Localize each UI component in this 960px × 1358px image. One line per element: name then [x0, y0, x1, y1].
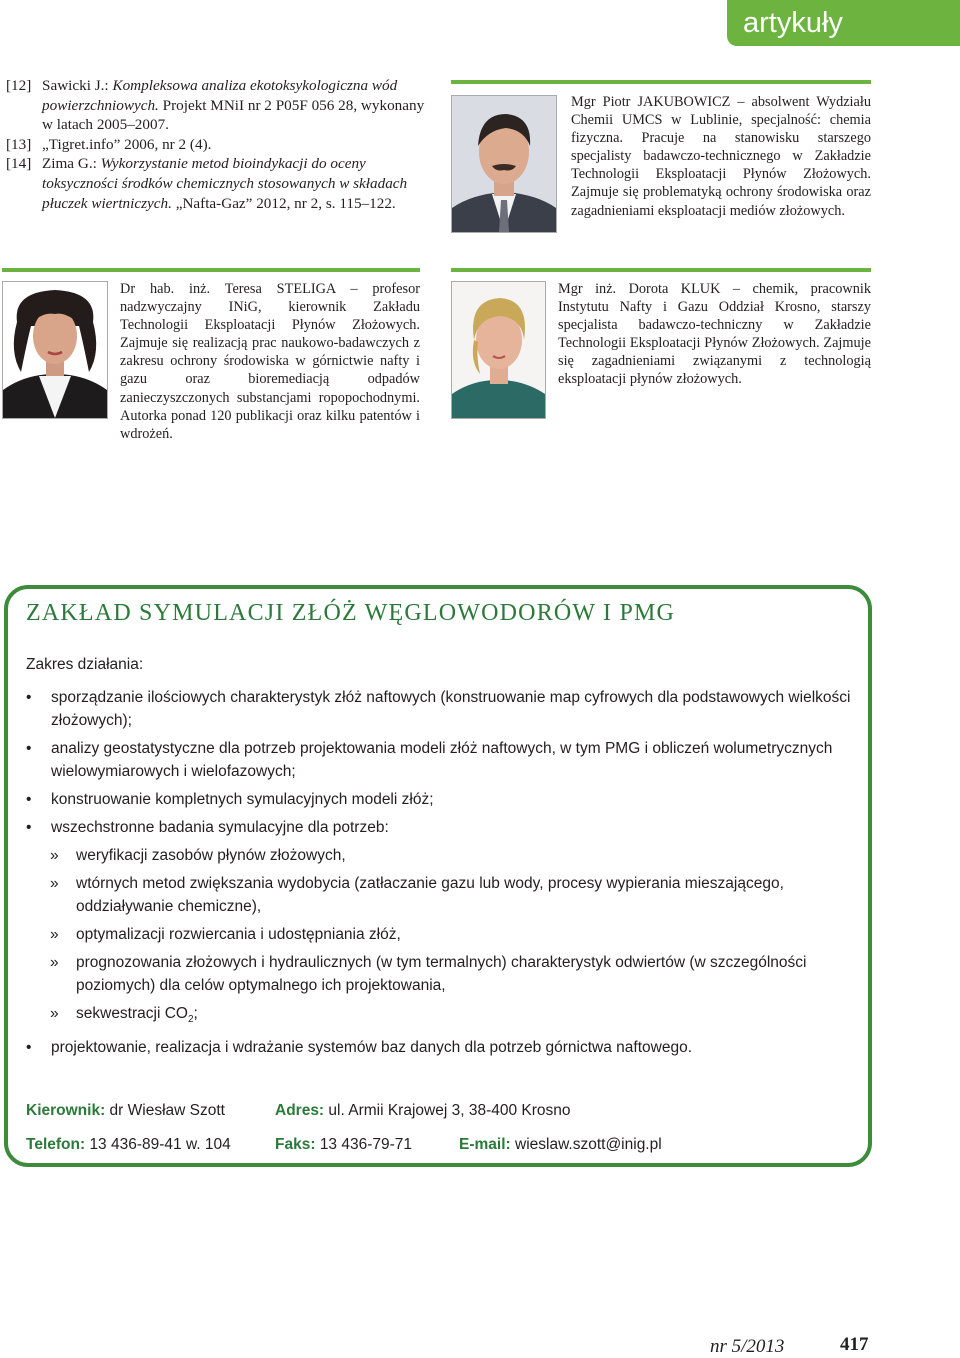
- bio-divider: [2, 268, 420, 272]
- reference-details: „Nafta-Gaz” 2012, nr 2, s. 115–122.: [175, 194, 396, 212]
- portrait-woman-icon: [3, 282, 107, 418]
- sub-list-item: » weryfikacji zasobów płynów złożowych,: [26, 844, 856, 867]
- bio-steliga: Dr hab. inż. Teresa STELIGA – profesor nadzwyczajny INiG, kierownik Zakładu Technologii Eksploatacji Płynów Złożowych. Zajmuje się realizacją prac naukowo-badawczych z zakresu ochrony środowiska w górnictwie nafty i gazu oraz bioremediacją odpadów zanieczyszczonych substancjami ropopochodnymi. Autorka ponad 120 publikacji oraz kilku patentów i wdrożeń.: [120, 281, 420, 442]
- contact-email: E-mail: wieslaw.szott@inig.pl: [459, 1136, 662, 1153]
- list-item: • projektowanie, realizacja i wdrażanie systemów baz danych dla potrzeb górnictwa naftowego.: [26, 1036, 856, 1059]
- chevron-icon: »: [50, 926, 59, 943]
- portrait-woman-icon: [452, 282, 545, 418]
- author-photo-jakubowicz: [451, 95, 557, 233]
- reference-number: [12]: [6, 77, 32, 94]
- bio-divider: [451, 268, 871, 272]
- sub-list-item: » sekwestracji $CO_2$;: [26, 1002, 856, 1031]
- chevron-icon: »: [50, 847, 59, 864]
- reference-item: [6, 76, 426, 135]
- references-list: [6, 76, 426, 213]
- issue-number: nr 5/2013: [710, 1336, 785, 1357]
- contact-fax: Faks: 13 436-79-71: [275, 1136, 413, 1153]
- bullet-icon: •: [26, 791, 32, 808]
- list-item: • sporządzanie ilościowych charakterystyk złóż naftowych (konstruowanie map cyfrowych dla podstawowych wielkości złożowych);: [26, 686, 856, 732]
- chevron-icon: »: [50, 875, 59, 892]
- sub-list-item: » prognozowania złożowych i hydraulicznych (w tym termalnych) charakterystyk odwiertów (w szczególności poziomych) dla celów optymalnego ich projektowania,: [26, 951, 856, 997]
- chevron-icon: »: [50, 954, 59, 971]
- reference-title: Wykorzystanie metod bioindykacji do oceny toksyczności środków chemicznych stosowanych w składach płuczek wiertniczych.: [42, 155, 408, 212]
- reference-details: Projekt MNiI nr 2 P05F 056 28, wykonany w latach 2005–2007.: [42, 96, 425, 134]
- department-title: ZAKŁAD SYMULACJI ZŁÓŻ WĘGLOWODORÓW I PMG: [26, 600, 676, 626]
- scope-label: Zakres działania:: [26, 656, 144, 673]
- reference-number: [14]: [6, 155, 32, 173]
- scope-list: [26, 686, 856, 1064]
- contact-address: Adres: ul. Armii Krajowej 3, 38-400 Krosno: [275, 1102, 571, 1119]
- sub-list-item: » optymalizacji rozwiercania i udostępniania złóż,: [26, 923, 856, 946]
- reference-author: Zima G.:: [42, 155, 97, 173]
- page-number: 417: [840, 1334, 869, 1355]
- list-item: • analizy geostatystyczne dla potrzeb projektowania modeli złóż naftowych, w tym PMG i obliczeń wolumetrycznych wielowymiarowych i wielofazowych;: [26, 737, 856, 783]
- list-item: • wszechstronne badania symulacyjne dla potrzeb:: [26, 816, 856, 839]
- reference-author: „Tigret.info” 2006, nr 2 (4).: [42, 135, 212, 153]
- bullet-icon: •: [26, 689, 32, 706]
- bio-jakubowicz: Mgr Piotr JAKUBOWICZ – absolwent Wydziału Chemii UMCS w Lublinie, specjalność: chemia fizyczna. Pracuje na stanowisku starszego specjalisty badawczo-technicznego w Zakładzie Technologii Eksploatacji Płynów Złożowych. Zajmuje się problematyką ochrony środowiska oraz zagadnieniami eksploatacji mediów złożowych.: [571, 94, 871, 219]
- reference-item: [6, 154, 426, 213]
- bullet-icon: •: [26, 740, 32, 757]
- reference-title: Kompleksowa analiza ekotoksykologiczna wód powierzchniowych.: [42, 77, 398, 114]
- bullet-icon: •: [26, 1039, 32, 1057]
- chevron-icon: »: [50, 1005, 59, 1022]
- portrait-man-icon: [452, 96, 556, 232]
- contact-head: Kierownik: dr Wiesław Szott: [26, 1102, 225, 1119]
- reference-number: [13]: [6, 135, 32, 153]
- author-photo-kluk: [451, 281, 546, 419]
- contact-phone: Telefon: 13 436-89-41 w. 104: [26, 1136, 231, 1153]
- reference-item: [6, 135, 426, 155]
- section-tag: artykuły: [727, 0, 960, 46]
- bullet-icon: •: [26, 819, 32, 836]
- reference-author: Sawicki J.:: [42, 77, 109, 94]
- author-photo-steliga: [2, 281, 108, 419]
- list-item: • konstruowanie kompletnych symulacyjnych modeli złóż;: [26, 788, 856, 811]
- bio-kluk: Mgr inż. Dorota KLUK – chemik, pracownik Instytutu Nafty i Gazu Oddział Krosno, starszy specjalista badawczo-techniczny w Zakładzie Technologii Eksploatacji Płynów Złożowych. Zajmuje się zagadnieniami związanymi z technologią eksploatacji płynów złożowych.: [558, 281, 871, 388]
- sub-list-item: » wtórnych metod zwiększania wydobycia (zatłaczanie gazu lub wody, procesy wypierania mieszającego, oddziaływanie chemiczne),: [26, 872, 856, 918]
- bio-divider: [451, 80, 871, 84]
